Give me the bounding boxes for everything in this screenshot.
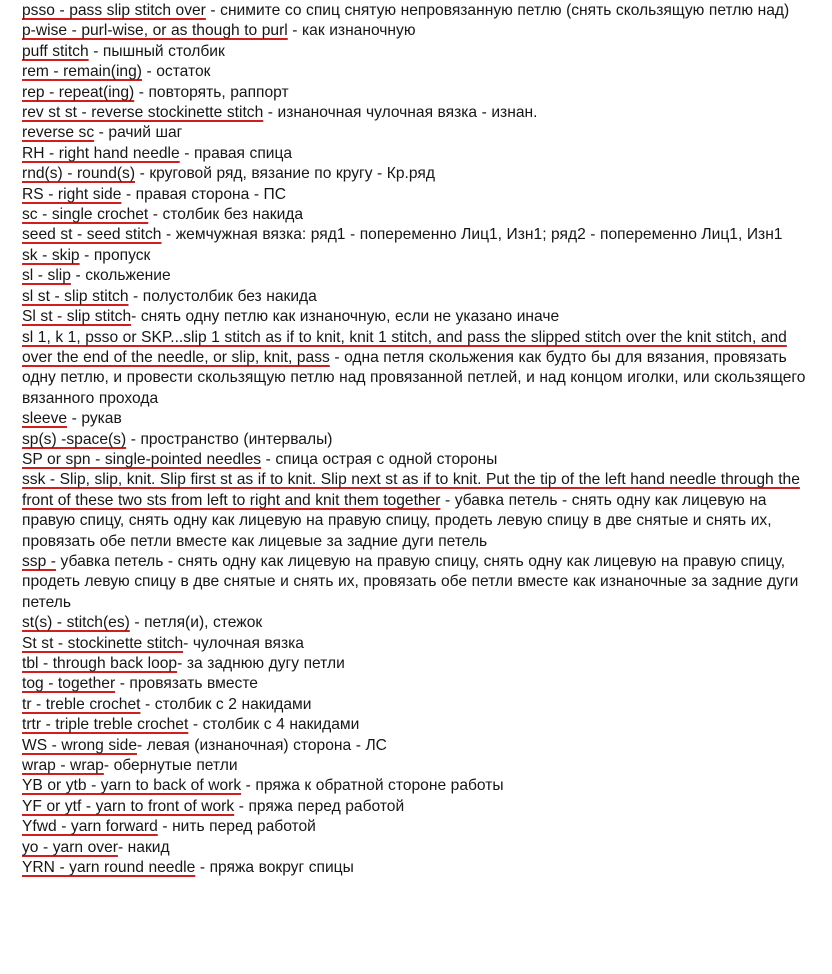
entry-separator: -	[129, 614, 145, 632]
entry-separator: -	[141, 63, 157, 81]
entry-definition: полустолбик без накида	[142, 287, 317, 305]
entry-definition: снимите со спиц снятую непровязанную петлю (снять скользящую петлю над)	[220, 2, 790, 19]
entry-term: RH - right hand needle	[22, 144, 180, 162]
glossary-entry	[22, 123, 810, 143]
entry-term: ssk - Slip, slip, knit. Slip first st as if to knit. Slip next st as if to knit. Put the tip of the left hand needle through the front of these two sts from left to right and knit them together	[22, 471, 800, 509]
entry-term: sc - single crochet	[22, 206, 149, 224]
entry-definition: левая (изнаночная) сторона - ЛС	[146, 736, 387, 754]
entry-definition: скольжение	[85, 267, 171, 285]
entry-separator: -	[263, 104, 278, 122]
entry-term: sl 1, k 1, psso or SKP...slip 1 stitch as if to knit, knit 1 stitch, and pass the slipped stitch over the knit stitch, and over the end of the needle, or slip, knit, pass	[22, 328, 787, 366]
glossary-entry	[22, 858, 810, 878]
entry-separator: -	[177, 655, 187, 672]
entry-definition: одна петля скольжения как будто бы для вязания, провязать одну петлю, и провести скользящую петлю над провязанной петлей, и над концом иголки, или скользящего вязанного прохода	[22, 348, 806, 407]
glossary-entry	[22, 307, 810, 327]
entry-term: sp(s) -space(s)	[22, 430, 127, 448]
entry-separator: -	[137, 736, 147, 754]
entry-definition: обернутые петли	[113, 757, 238, 775]
entry-separator: -	[115, 675, 130, 693]
entry-definition: как изнаночную	[302, 22, 416, 40]
entry-definition: остаток	[156, 63, 211, 81]
glossary-entry	[22, 776, 810, 796]
entry-term: reverse sc	[22, 124, 95, 142]
entry-definition: рачий шаг	[108, 124, 183, 142]
entry-definition: пряжа вокруг спицы	[209, 859, 354, 877]
entry-separator: -	[234, 797, 249, 815]
entry-term: RS - right side	[22, 185, 122, 203]
entry-separator: -	[188, 716, 203, 734]
entry-definition: правая спица	[193, 144, 293, 162]
glossary-entry	[22, 144, 810, 164]
glossary-entry	[22, 287, 810, 307]
entry-definition: пышный столбик	[102, 42, 225, 60]
entry-separator: -	[157, 818, 173, 836]
entry-definition: снять одну петлю как изнаночную, если не указано иначе	[140, 308, 560, 326]
glossary-entry	[22, 470, 810, 552]
entry-term: p-wise - purl-wise, or as though to purl	[22, 22, 288, 40]
entry-definition: пряжа перед работой	[248, 797, 405, 815]
entry-term: wrap - wrap	[22, 757, 104, 775]
glossary-entry	[22, 185, 810, 205]
entry-definition: столбик с 2 накидами	[154, 695, 312, 713]
glossary-entry	[22, 205, 810, 225]
entry-term: rnd(s) - round(s)	[22, 165, 136, 183]
glossary-entry	[22, 328, 810, 410]
entry-definition: жемчужная вязка: ряд1 - попеременно Лиц1, Изн1; ряд2 - попеременно Лиц1, Изн1	[175, 226, 783, 244]
entry-term: YRN - yarn round needle	[22, 859, 196, 877]
entry-separator: -	[241, 777, 256, 795]
entry-separator: -	[88, 42, 103, 60]
glossary-entry	[22, 1, 810, 21]
entry-term: rev st st - reverse stockinette stitch	[22, 104, 264, 122]
entry-separator: -	[79, 246, 94, 264]
entry-term: sl - slip	[22, 267, 71, 285]
entry-separator: -	[70, 267, 86, 285]
entry-separator: -	[440, 491, 455, 509]
glossary-entry	[22, 736, 810, 756]
entry-term: Yfwd - yarn forward	[22, 818, 158, 836]
entry-definition: чулочная вязка	[192, 634, 304, 652]
entry-term: yo - yarn over	[22, 838, 118, 856]
entry-separator: -	[131, 308, 141, 326]
entry-definition: столбик без накида	[162, 206, 304, 224]
entry-term: rep - repeat(ing)	[22, 83, 135, 101]
glossary-entry	[22, 62, 810, 82]
entry-term: YB or ytb - yarn to back of work	[22, 777, 242, 795]
glossary-entry	[22, 817, 810, 837]
glossary-entry	[22, 756, 810, 776]
entry-definition: пропуск	[93, 246, 151, 264]
glossary-entry	[22, 225, 810, 245]
entry-separator: -	[205, 2, 221, 19]
glossary-entry	[22, 552, 810, 613]
glossary-entry	[22, 164, 810, 184]
entry-separator: -	[67, 410, 82, 428]
entry-term: puff stitch	[22, 42, 89, 60]
entry-separator: -	[134, 83, 149, 101]
entry-separator: -	[329, 348, 345, 366]
entry-separator: -	[94, 124, 109, 142]
entry-definition: столбик с 4 накидами	[202, 716, 360, 734]
entry-term: St st - stockinette stitch	[22, 634, 184, 652]
glossary-entry	[22, 613, 810, 633]
glossary-entry	[22, 674, 810, 694]
entry-definition: пряжа к обратной стороне работы	[255, 777, 504, 795]
glossary-entry	[22, 21, 810, 41]
glossary-entry	[22, 266, 810, 286]
glossary-entry	[22, 838, 810, 858]
entry-term: SP or spn - single-pointed needles	[22, 450, 262, 468]
entry-definition: пространство (интервалы)	[140, 430, 333, 448]
entry-separator: -	[117, 838, 128, 856]
entry-separator: -	[126, 430, 141, 448]
glossary-entry	[22, 409, 810, 429]
entry-term: sk - skip	[22, 246, 80, 264]
entry-definition: рукав	[81, 410, 122, 428]
entry-term: psso - pass slip stitch over	[22, 2, 206, 19]
entry-separator: -	[140, 695, 155, 713]
glossary-entry	[22, 103, 810, 123]
glossary-entry	[22, 715, 810, 735]
entry-term: sleeve	[22, 410, 68, 428]
entry-definition: накид	[127, 838, 170, 856]
entry-definition: правая сторона - ПС	[135, 185, 287, 203]
entry-separator: -	[135, 165, 150, 183]
glossary-entry	[22, 797, 810, 817]
entry-separator: -	[179, 144, 194, 162]
glossary-entry	[22, 246, 810, 266]
entry-term: seed st - seed stitch	[22, 226, 162, 244]
entry-separator: -	[148, 206, 163, 224]
entry-definition: изнаночная чулочная вязка - изнан.	[277, 104, 538, 122]
entry-term: Sl st - slip stitch	[22, 308, 132, 326]
entry-term: tr - treble crochet	[22, 695, 141, 713]
entry-definition: провязать вместе	[129, 675, 258, 693]
entry-term: YF or ytf - yarn to front of work	[22, 797, 235, 815]
glossary-entry	[22, 42, 810, 62]
glossary-entry	[22, 450, 810, 470]
entry-separator: -	[287, 22, 303, 40]
entry-term: st(s) - stitch(es)	[22, 614, 130, 632]
entry-definition: круговой ряд, вязание по кругу - Кр.ряд	[149, 165, 435, 183]
entry-separator: -	[103, 757, 114, 775]
entry-definition: спица острая с одной стороны	[275, 450, 498, 468]
entry-term: ssp -	[22, 552, 56, 570]
entry-term: WS - wrong side	[22, 736, 137, 754]
entry-separator: -	[161, 226, 176, 244]
entry-definition: нить перед работой	[172, 818, 316, 836]
entry-term: tog - together	[22, 675, 116, 693]
entry-term: trtr - triple treble crochet	[22, 716, 189, 734]
glossary-entry	[22, 634, 810, 654]
glossary-entry	[22, 83, 810, 103]
glossary-entry	[22, 654, 810, 674]
entry-separator: -	[261, 450, 276, 468]
entry-term: rem - remain(ing)	[22, 63, 142, 81]
entry-separator: -	[183, 634, 193, 652]
entry-definition: убавка петель - снять одну как лицевую на правую спицу, снять одну как лицевую на правую спицу, продеть левую спицу в две снятые и снять их, провязать обе петли вместе как изнаночные за задние дуги петель	[22, 552, 799, 611]
entry-definition: петля(и), стежок	[144, 614, 263, 632]
glossary-entry	[22, 695, 810, 715]
glossary-entry	[22, 430, 810, 450]
entry-definition: убавка петель - снять одну как лицевую на правую спицу, снять одну как лицевую на правую спицу, продеть левую спицу в две снятые и снять их, провязать обе петли вместе как лицевые за задние дуги петель	[22, 491, 772, 550]
entry-definition: повторять, раппорт	[148, 83, 289, 101]
entry-separator: -	[128, 287, 143, 305]
entry-separator: -	[195, 859, 210, 877]
entry-separator: -	[121, 185, 136, 203]
entry-term: sl st - slip stitch	[22, 287, 129, 305]
entry-term: tbl - through back loop	[22, 655, 178, 672]
entry-definition: за заднюю дугу петли	[186, 655, 345, 672]
